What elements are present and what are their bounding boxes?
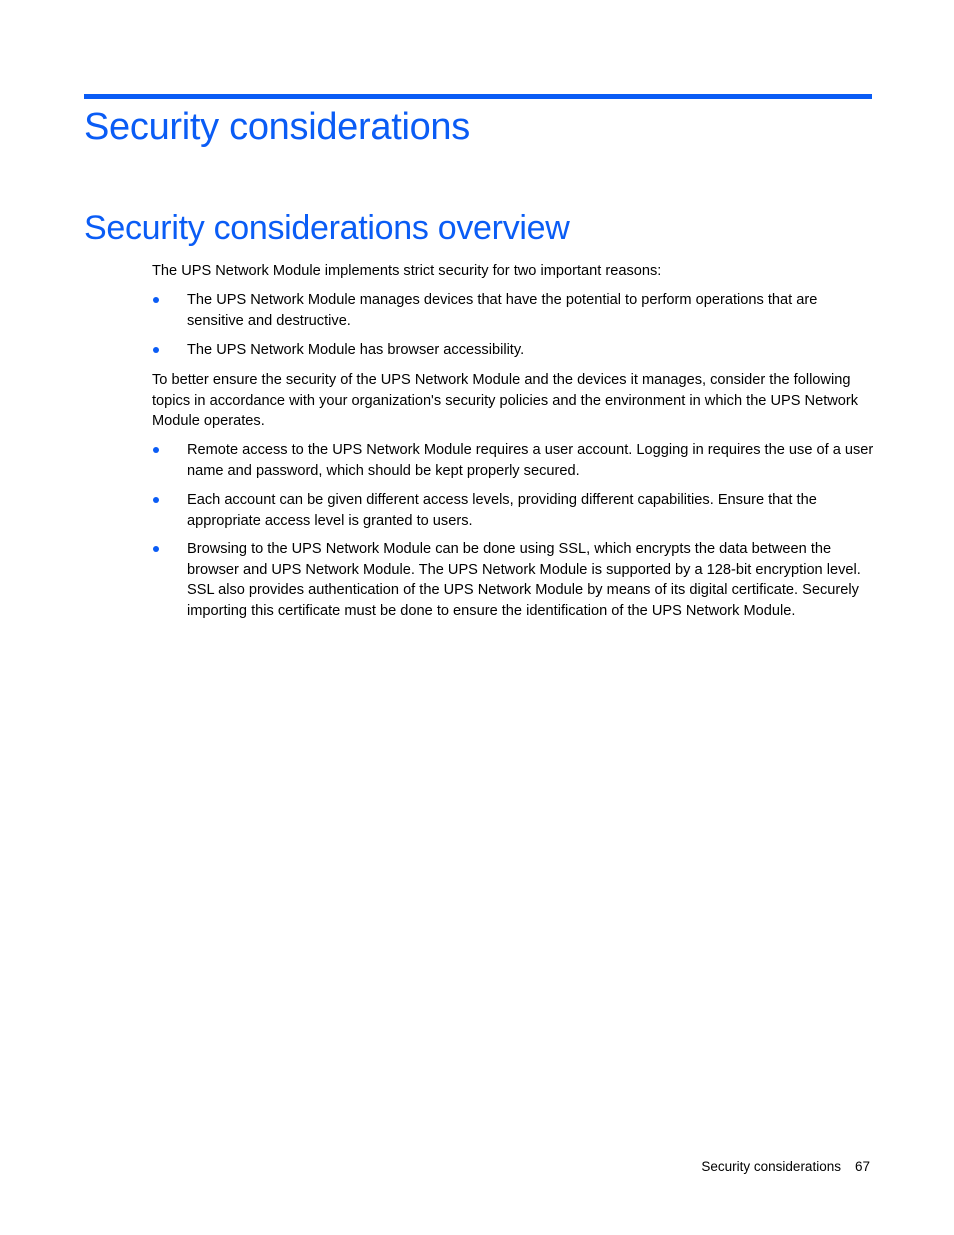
chapter-title: Security considerations — [84, 106, 470, 148]
bullet-icon — [153, 447, 159, 453]
list-item-text: The UPS Network Module manages devices that have the potential to perform operations that are sensitive and destructive. — [187, 292, 818, 329]
page-footer — [600, 1158, 870, 1176]
page-number: 67 — [854, 1159, 870, 1174]
list-item-text: The UPS Network Module has browser accessibility. — [187, 342, 525, 358]
bullet-icon — [153, 347, 159, 353]
list-item-text: Browsing to the UPS Network Module can be done using SSL, which encrypts the data between the browser and UPS Network Module. The UPS Network Module is supported by a 128-bit encryption level. SSL also provides authentication of the UPS Network Module by means of its digital certificate. Securely importing this certificate must be done to ensure the identification of the UPS Network Module. — [187, 541, 861, 619]
section-title: Security considerations overview — [84, 209, 570, 247]
bullet-icon — [153, 497, 159, 503]
bullet-icon — [153, 546, 159, 552]
chapter-rule — [84, 94, 872, 99]
list-item-text: Remote access to the UPS Network Module requires a user account. Logging in requires the use of a user name and password, which should be kept properly secured. — [187, 442, 874, 479]
list-item-text: Each account can be given different access levels, providing different capabilities. Ensure that the appropriate access level is granted to users. — [187, 492, 817, 529]
bullet-icon — [153, 297, 159, 303]
body-paragraph: To better ensure the security of the UPS Network Module and the devices it manages, consider the following topics in accordance with your organization's security policies and the environment in which the UPS Network Module operates. — [152, 372, 859, 429]
intro-paragraph: The UPS Network Module implements strict security for two important reasons: — [152, 263, 662, 279]
footer-section-name: Security considerations — [701, 1159, 841, 1174]
